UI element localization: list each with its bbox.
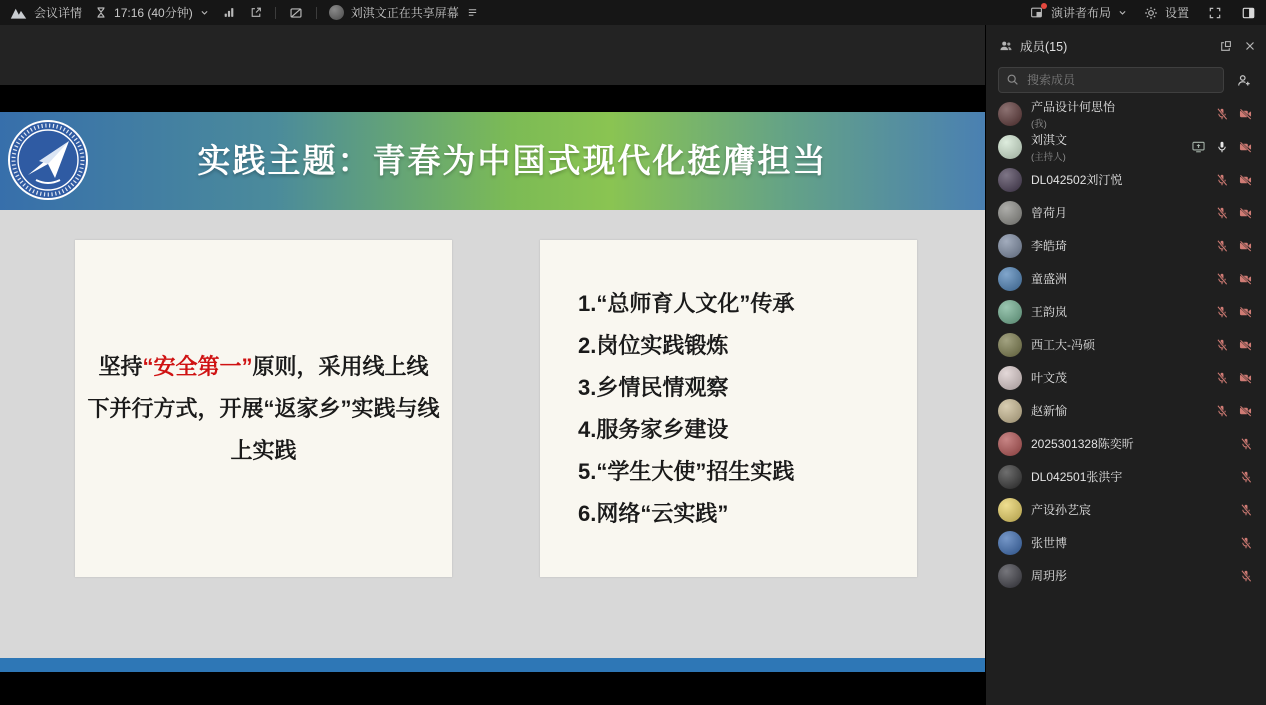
member-text (1031, 98, 1115, 130)
member-status-icons (1239, 536, 1253, 550)
avatar (998, 267, 1022, 291)
notification-dot (1041, 3, 1047, 9)
member-name: 张世博 (1031, 536, 1068, 550)
camera-off-icon[interactable] (1238, 404, 1253, 418)
mic-muted-icon[interactable] (1215, 206, 1229, 220)
sharing-status-text: 刘淇文正在共享屏幕 (350, 6, 459, 20)
member-text (1031, 171, 1122, 188)
member-name: 王韵岚 (1031, 305, 1068, 319)
member-row[interactable] (986, 460, 1266, 493)
member-name: 2025301328陈奕昕 (1031, 437, 1134, 451)
member-text (1031, 534, 1067, 551)
camera-off-icon[interactable] (1238, 371, 1253, 385)
avatar (998, 102, 1022, 126)
mic-muted-icon[interactable] (1215, 239, 1229, 253)
mic-muted-icon[interactable] (1215, 404, 1229, 418)
members-panel-title: 成员(15) (1020, 40, 1068, 54)
camera-off-icon[interactable] (1238, 107, 1253, 121)
member-name: DL042502刘汀悦 (1031, 173, 1123, 187)
member-row[interactable] (986, 394, 1266, 427)
member-text (1031, 567, 1067, 584)
left-text-prefix: 坚持 (98, 353, 143, 379)
member-name: 李皓琦 (1031, 239, 1068, 253)
member-name: 产设孙艺宸 (1031, 503, 1092, 517)
slide-practice-list (540, 283, 794, 535)
camera-off-icon[interactable] (1238, 305, 1253, 319)
avatar (998, 498, 1022, 522)
member-status-icons (1215, 338, 1253, 352)
slide-body (0, 210, 985, 658)
member-search-box (998, 67, 1224, 93)
camera-off-icon[interactable] (1238, 239, 1253, 253)
hourglass-icon (95, 6, 107, 19)
member-text (1031, 501, 1091, 518)
member-text (1031, 468, 1122, 485)
member-name: 曾荷月 (1031, 206, 1068, 220)
member-text (1031, 402, 1067, 419)
slide-list-item: 5.“学生大使”招生实践 (578, 458, 795, 484)
avatar (998, 432, 1022, 456)
member-status-icons (1215, 272, 1253, 286)
member-status-icons (1215, 404, 1253, 418)
mic-muted-icon[interactable] (1215, 173, 1229, 187)
member-row[interactable] (986, 229, 1266, 262)
member-row[interactable] (986, 328, 1266, 361)
member-row[interactable] (986, 163, 1266, 196)
university-seal-logo (6, 118, 90, 202)
mic-on-icon[interactable] (1215, 140, 1229, 154)
mic-muted-icon[interactable] (1239, 536, 1253, 550)
member-name: 产品设计何思怡 (1031, 99, 1116, 114)
slide-left-text (88, 346, 440, 472)
camera-off-icon[interactable] (1238, 140, 1253, 154)
presenter-avatar (329, 5, 344, 20)
divider (316, 7, 317, 19)
slide-letterbox-top (0, 85, 985, 112)
member-text (1031, 369, 1067, 386)
slide-header (0, 112, 985, 210)
member-row[interactable] (986, 295, 1266, 328)
slide-list-item: 4.服务家乡建设 (578, 416, 729, 442)
avatar (998, 465, 1022, 489)
meeting-top-bar (0, 0, 1266, 25)
member-status-icons (1191, 140, 1253, 154)
screen-sharing-icon (1191, 140, 1206, 154)
member-text (1031, 435, 1134, 452)
member-text (1031, 131, 1067, 163)
avatar (998, 234, 1022, 258)
member-name: 刘淇文 (1031, 132, 1068, 147)
camera-off-icon[interactable] (1238, 338, 1253, 352)
mic-muted-icon[interactable] (1239, 470, 1253, 484)
member-status-icons (1239, 470, 1253, 484)
settings-button[interactable]: 设置 (1164, 6, 1189, 20)
camera-off-icon[interactable] (1238, 173, 1253, 187)
member-row[interactable] (986, 262, 1266, 295)
member-name: 叶文茂 (1031, 371, 1068, 385)
member-status-icons (1215, 173, 1253, 187)
slide-bottom-blue-bar (0, 658, 985, 672)
avatar (998, 300, 1022, 324)
member-row[interactable] (986, 130, 1266, 163)
member-name: DL042501张洪宇 (1031, 470, 1123, 484)
add-member-icon[interactable] (1230, 67, 1258, 93)
member-row[interactable] (986, 526, 1266, 559)
member-text (1031, 336, 1095, 353)
member-text (1031, 204, 1067, 221)
chevron-down-icon[interactable] (1118, 8, 1127, 17)
wemeet-logo-icon (10, 6, 27, 20)
open-external-icon[interactable] (249, 6, 263, 19)
search-icon (1006, 73, 1019, 91)
fullscreen-icon[interactable] (1208, 6, 1222, 20)
camera-off-icon[interactable] (1238, 206, 1253, 220)
member-name: 周玥彤 (1031, 569, 1068, 583)
avatar (998, 201, 1022, 225)
slide-list-item: 2.岗位实践锻炼 (578, 332, 729, 358)
mic-muted-icon[interactable] (1215, 272, 1229, 286)
mic-muted-icon[interactable] (1215, 338, 1229, 352)
recording-disabled-icon[interactable] (288, 6, 304, 20)
slide-list-item: 1.“总师育人文化”传承 (578, 290, 795, 316)
member-status-icons (1215, 239, 1253, 253)
divider (275, 7, 276, 19)
chevron-down-icon[interactable] (200, 8, 209, 17)
mic-muted-icon[interactable] (1239, 503, 1253, 517)
members-icon (998, 39, 1014, 53)
member-status-icons (1239, 569, 1253, 583)
member-status-icons (1215, 305, 1253, 319)
member-status-icons (1239, 503, 1253, 517)
member-text (1031, 303, 1067, 320)
mic-muted-icon[interactable] (1215, 371, 1229, 385)
meeting-timer[interactable]: 17:16 (40分钟) (114, 6, 193, 20)
member-search-row (998, 67, 1258, 93)
avatar (998, 333, 1022, 357)
camera-off-icon[interactable] (1238, 272, 1253, 286)
left-text-highlight: “安全第一” (142, 353, 253, 379)
popout-panel-icon[interactable] (1219, 40, 1232, 53)
close-panel-icon[interactable] (1244, 40, 1256, 52)
meeting-details-button[interactable]: 会议详情 (34, 6, 83, 20)
layout-button[interactable]: 演讲者布局 (1050, 6, 1111, 20)
slide-left-box (75, 240, 452, 577)
member-text (1031, 270, 1067, 287)
member-text (1031, 237, 1067, 254)
member-role: (主持人) (1031, 151, 1066, 163)
member-row[interactable] (986, 196, 1266, 229)
slide-list-item: 6.网络“云实践” (578, 500, 729, 526)
shared-screen-area (0, 25, 985, 705)
member-row[interactable] (986, 361, 1266, 394)
mic-muted-icon[interactable] (1239, 569, 1253, 583)
members-panel (985, 25, 1266, 705)
slide-title: 实践主题：青春为中国式现代化挺膺担当 (197, 142, 828, 179)
avatar (998, 564, 1022, 588)
member-name: 西工大-冯硕 (1031, 338, 1095, 352)
member-row[interactable] (986, 97, 1266, 130)
side-panel-toggle-icon[interactable] (1241, 6, 1256, 20)
slide-letterbox-bottom (0, 672, 985, 705)
avatar (998, 168, 1022, 192)
mic-muted-icon[interactable] (1215, 305, 1229, 319)
member-name: 赵新愉 (1031, 404, 1068, 418)
share-top-strip (0, 25, 985, 85)
slide-right-box (540, 240, 917, 577)
member-row[interactable] (986, 559, 1266, 592)
member-role: (我) (1031, 118, 1047, 130)
top-bar-right (1029, 4, 1256, 21)
left-text-suffix: 原则，采用线上线下并行方式，开展“返家乡”实践与线上实践 (87, 353, 440, 463)
member-row[interactable] (986, 427, 1266, 460)
avatar (998, 531, 1022, 555)
member-status-icons (1215, 371, 1253, 385)
mic-muted-icon[interactable] (1239, 437, 1253, 451)
member-status-icons (1215, 206, 1253, 220)
avatar (998, 399, 1022, 423)
members-panel-header (986, 25, 1266, 57)
member-row[interactable] (986, 493, 1266, 526)
gear-icon[interactable] (1144, 6, 1158, 20)
top-bar-left (10, 4, 479, 21)
layout-icon[interactable] (1029, 6, 1044, 19)
slide-list-item: 3.乡情民情观察 (578, 374, 729, 400)
member-list (986, 97, 1266, 592)
avatar (998, 135, 1022, 159)
member-status-icons (1215, 107, 1253, 121)
mic-muted-icon[interactable] (1215, 107, 1229, 121)
member-search-input[interactable] (998, 67, 1224, 93)
network-signal-icon[interactable] (222, 6, 236, 19)
member-status-icons (1239, 437, 1253, 451)
sharing-list-icon[interactable] (466, 7, 479, 18)
member-name: 童盛洲 (1031, 272, 1068, 286)
avatar (998, 366, 1022, 390)
